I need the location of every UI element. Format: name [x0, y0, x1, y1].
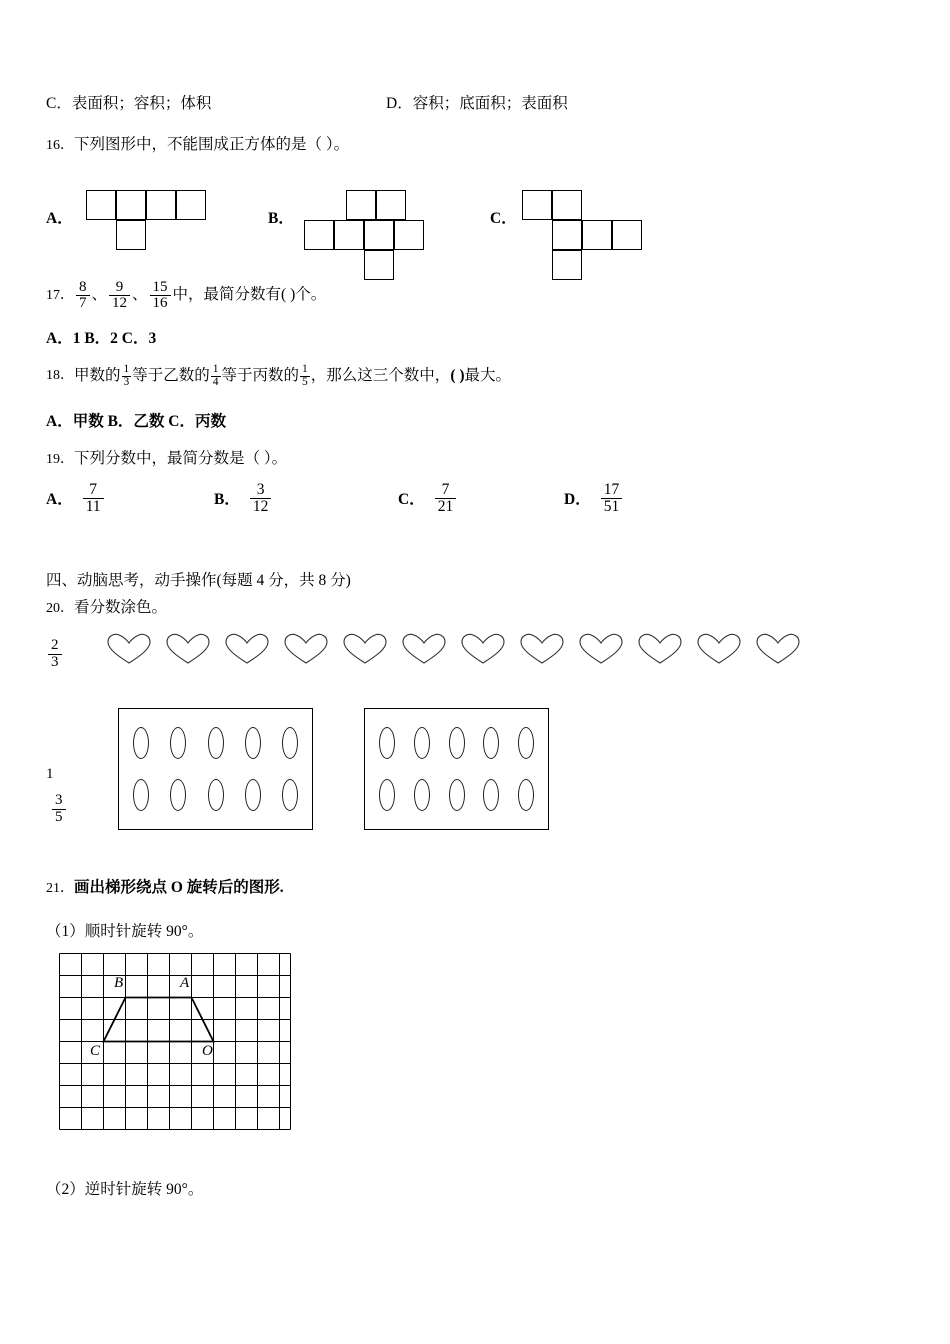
q19-number: 19．: [46, 451, 74, 467]
net-c-cell: [552, 220, 582, 250]
net-a-cell: [116, 220, 146, 250]
heart-icon[interactable]: [401, 632, 447, 666]
heart-icon[interactable]: [696, 632, 742, 666]
net-c-cell: [552, 190, 582, 220]
oval-shape[interactable]: [379, 779, 395, 811]
oval-shape[interactable]: [133, 779, 149, 811]
heart-icon[interactable]: [283, 632, 329, 666]
q18-fraction-2: $\frac{1}{4}$: [212, 363, 219, 388]
net-c-cell: [552, 250, 582, 280]
net-b-cell: [304, 220, 334, 250]
q18-part2: 等于乙数的: [132, 367, 210, 385]
oval-shape[interactable]: [170, 779, 186, 811]
q19-option-b-fraction: $\frac{3}{12}$: [250, 482, 272, 516]
q19-option-b-label: B．: [214, 491, 240, 509]
oval-shape[interactable]: [483, 727, 499, 759]
question-20: [46, 596, 906, 621]
q18-answer-bracket[interactable]: ( ): [450, 367, 465, 385]
net-b-cell: [376, 190, 406, 220]
net-c-cell: [582, 220, 612, 250]
oval-shape[interactable]: [208, 779, 224, 811]
question-21: [46, 876, 906, 901]
q20-number: 20．: [46, 600, 74, 616]
q17-fraction-2: $\frac{9}{12}$: [109, 280, 130, 313]
q19-option-d[interactable]: [564, 482, 624, 516]
heart-icon[interactable]: [224, 632, 270, 666]
oval-shape[interactable]: [449, 779, 465, 811]
heart-icon[interactable]: [342, 632, 388, 666]
q20-hearts-block: [46, 632, 906, 702]
q20-hearts-row: [106, 632, 801, 666]
oval-shape[interactable]: [483, 779, 499, 811]
oval-shape[interactable]: [379, 727, 395, 759]
oval-shape[interactable]: [414, 779, 430, 811]
heart-icon[interactable]: [165, 632, 211, 666]
net-a-cell: [116, 190, 146, 220]
oval-shape[interactable]: [414, 727, 430, 759]
q15-option-c[interactable]: C．表面积；容积；体积: [46, 95, 212, 112]
net-b-cell: [394, 220, 424, 250]
heart-icon[interactable]: [106, 632, 152, 666]
question-17: [46, 280, 906, 313]
q16-number: 16．: [46, 137, 74, 153]
net-a-cell: [176, 190, 206, 220]
heart-icon[interactable]: [460, 632, 506, 666]
q19-option-a-label: A．: [46, 491, 73, 509]
q18-part5: 最大。: [464, 367, 512, 385]
net-c-cell: [522, 190, 552, 220]
q20-mixed-whole: 1: [46, 766, 54, 783]
q19-option-d-label: D．: [564, 491, 591, 509]
q21-point-label-a: A: [180, 975, 190, 992]
q21-sub-1: （1）顺时针旋转 90°。: [46, 923, 204, 941]
net-c-cell: [612, 220, 642, 250]
q19-option-c-fraction: $\frac{7}{21}$: [435, 482, 457, 516]
heart-icon[interactable]: [637, 632, 683, 666]
q19-text: 下列分数中，最简分数是（ ）。: [74, 449, 288, 467]
q21-point-label-b: B: [114, 975, 124, 992]
q17-sep-2: 、: [132, 286, 148, 304]
q21-point-label-o: O: [202, 1043, 213, 1060]
oval-shape[interactable]: [282, 727, 298, 759]
q19-option-c-label: C．: [398, 491, 425, 509]
q21-figure: [46, 953, 906, 1153]
q20-mixed-number: [46, 766, 68, 826]
oval-shape[interactable]: [245, 727, 261, 759]
heart-icon[interactable]: [578, 632, 624, 666]
q18-fraction-1: $\frac{1}{3}$: [123, 363, 130, 388]
q19-option-d-fraction: $\frac{17}{51}$: [601, 482, 623, 516]
worksheet-content: [46, 92, 906, 1199]
q15-option-d[interactable]: D．容积；底面积；表面积: [386, 95, 568, 112]
heart-icon[interactable]: [519, 632, 565, 666]
oval-shape[interactable]: [208, 727, 224, 759]
q20-oval-box-1[interactable]: [118, 708, 313, 830]
q17-text-tail: 中，最简分数有( )个。: [172, 286, 327, 304]
q19-option-c[interactable]: [398, 482, 458, 516]
q20-ovals-block: [46, 708, 906, 868]
q19-option-a-fraction: $\frac{7}{11}$: [83, 482, 104, 516]
q18-fraction-3: $\frac{1}{5}$: [302, 363, 308, 388]
oval-shape[interactable]: [449, 727, 465, 759]
oval-shape[interactable]: [170, 727, 186, 759]
q17-options[interactable]: A．1 B．2 C．3: [46, 330, 157, 348]
q18-options[interactable]: A．甲数 B．乙数 C．丙数: [46, 412, 226, 430]
q19-option-b[interactable]: [214, 482, 273, 516]
question-16: [46, 133, 906, 158]
q21-text: 画出梯形绕点 O 旋转后的图形.: [74, 879, 284, 897]
oval-shape[interactable]: [518, 727, 534, 759]
net-b-cell: [364, 220, 394, 250]
q19-options: [46, 482, 906, 538]
q17-fraction-1: $\frac{8}{7}$: [76, 280, 90, 313]
q20-oval-box-2[interactable]: [364, 708, 549, 830]
q16-label-b[interactable]: B．: [268, 209, 294, 227]
net-b-cell: [364, 250, 394, 280]
q16-label-c[interactable]: C．: [490, 209, 517, 227]
q20-heart-fraction: $\frac{2}{3}$: [48, 638, 62, 671]
q20-mixed-fraction: $\frac{3}{5}$: [52, 793, 66, 826]
q18-part4: ，那么这三个数中，: [310, 367, 451, 385]
q17-fraction-3: $\frac{15}{16}$: [150, 280, 171, 313]
net-a-cell: [146, 190, 176, 220]
q18-part1: 甲数的: [74, 367, 121, 385]
q16-label-a[interactable]: A．: [46, 209, 73, 227]
section-4-title: 四、动脑思考，动手操作(每题 4 分，共 8 分): [46, 571, 351, 589]
q16-figures: [46, 164, 906, 274]
net-b-cell: [346, 190, 376, 220]
q17-sep-1: 、: [91, 286, 108, 304]
question-19: [46, 447, 906, 472]
q18-number: 18．: [46, 368, 74, 384]
oval-shape[interactable]: [133, 727, 149, 759]
oval-shape[interactable]: [518, 779, 534, 811]
q20-text: 看分数涂色。: [74, 598, 168, 616]
q21-point-label-c: C: [90, 1043, 101, 1060]
q16-text: 下列图形中，不能围成正方体的是（ ）。: [74, 135, 350, 153]
heart-icon[interactable]: [755, 632, 801, 666]
q21-sub-2: （2）逆时针旋转 90°。: [46, 1181, 204, 1199]
q21-number: 21．: [46, 881, 74, 897]
q19-option-a[interactable]: [46, 482, 106, 516]
q17-number: 17．: [46, 287, 74, 303]
net-a-cell: [86, 190, 116, 220]
q15-options-row: [46, 92, 906, 117]
oval-shape[interactable]: [282, 779, 298, 811]
oval-shape[interactable]: [245, 779, 261, 811]
q18-part3: 等于丙数的: [221, 367, 300, 385]
net-b-cell: [334, 220, 364, 250]
question-18: [46, 364, 906, 389]
